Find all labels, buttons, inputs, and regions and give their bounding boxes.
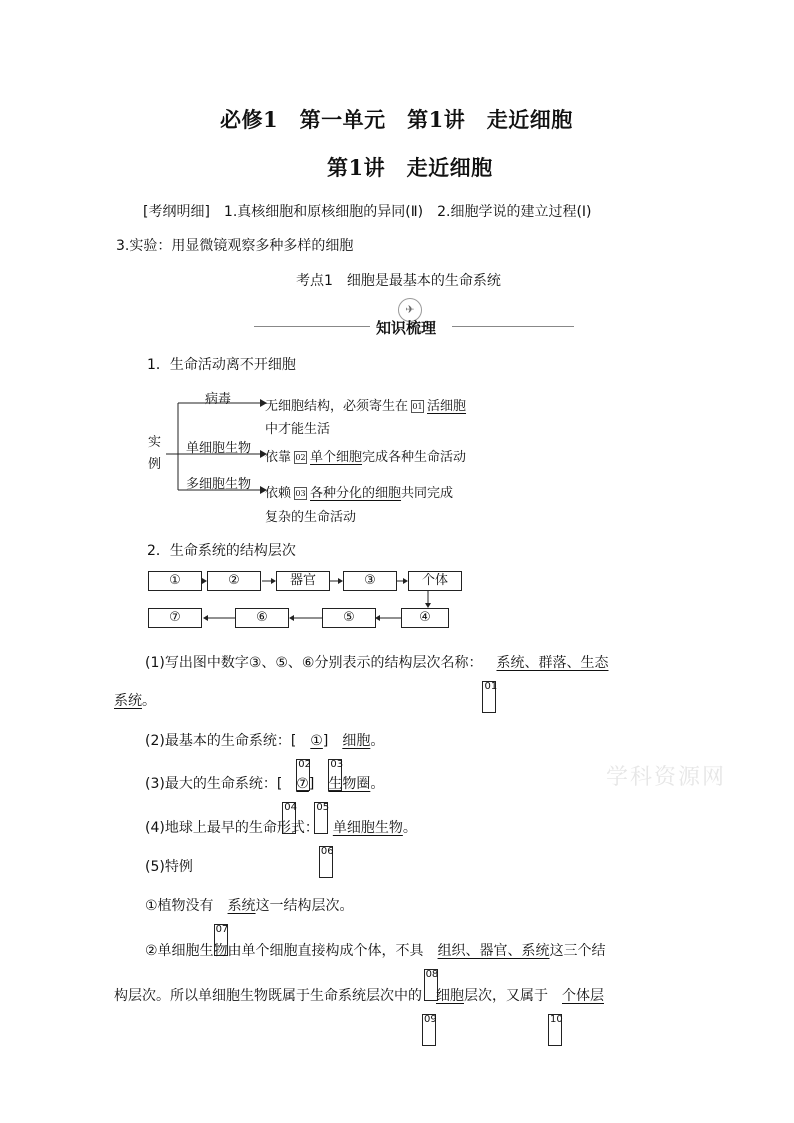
- watermark: 学科资源网: [606, 765, 727, 790]
- flow-node-individual: 个体: [408, 571, 462, 591]
- question-5b: ②单细胞生物由单个细胞直接构成个体，不具08组织、器官、系统这三个结: [145, 940, 606, 1001]
- branch-virus-text: 无细胞结构，必须寄生在 01 活细胞: [265, 399, 467, 414]
- answer-number-box: 02: [295, 453, 306, 462]
- question-5b-line2: 构层次。所以单细胞生物既属于生命系统层次中的09细胞层次，又属于10个体层: [114, 985, 604, 1046]
- answer-number-box: 06: [319, 846, 333, 878]
- answer-number-box: 01: [412, 402, 423, 411]
- flow-node-cell: ①: [148, 571, 202, 591]
- answer-number-box: 04: [282, 802, 296, 834]
- flow-node-organ: 器官: [276, 571, 330, 591]
- answer-number-box: 03: [295, 489, 306, 498]
- flow-node-community: ⑤: [322, 608, 376, 628]
- answer-earliest-life: 单细胞生物: [332, 820, 403, 836]
- flow-node-tissue: ②: [207, 571, 261, 591]
- answer-number-box: 05: [314, 802, 328, 834]
- question-5-label: (5)特例: [145, 859, 193, 875]
- sub-title: 第1讲 走近细胞: [327, 155, 493, 180]
- rocket-icon: ✈: [398, 298, 422, 322]
- answer-number-box: 09: [422, 1014, 436, 1046]
- answer-individual-level: 个体层: [562, 988, 604, 1004]
- answer-number-box: 03: [328, 759, 342, 791]
- question-3: (3)最大的生命系统：[04⑦]05生物圈。: [145, 773, 384, 834]
- branch-label-unicellular: 单细胞生物: [186, 441, 252, 456]
- question-4: (4)地球上最早的生命形式：06单细胞生物。: [145, 817, 417, 878]
- syllabus-line-2: 3.实验：用显微镜观察多种多样的细胞: [116, 238, 354, 254]
- branch-multicellular-text-line2: 复杂的生命活动: [265, 510, 357, 525]
- answer-number-box: 08: [424, 969, 438, 1001]
- branch-label-multicellular: 多细胞生物: [186, 477, 252, 492]
- flow-node-ecosystem: ⑥: [235, 608, 289, 628]
- flow-node-biosphere: ⑦: [148, 608, 202, 628]
- answer-number-box: 02: [296, 759, 310, 791]
- part1-heading: 1．生命活动离不开细胞: [147, 357, 296, 373]
- banner-divider-right: [452, 326, 574, 327]
- branch-unicellular-text: 依靠 02 单个细胞完成各种生命活动: [265, 450, 467, 465]
- answer-single-cell: 单个细胞: [310, 450, 363, 465]
- main-title: 必修1 第一单元 第1讲 走近细胞: [220, 107, 573, 132]
- banner-divider-left: [254, 326, 370, 327]
- answer-cell: 细胞: [342, 733, 371, 749]
- branch-multicellular-text: 依赖 03 各种分化的细胞共同完成: [265, 486, 454, 501]
- syllabus-line-1: [考纲明细] 1.真核细胞和原核细胞的异同(Ⅱ) 2.细胞学说的建立过程(Ⅰ): [143, 204, 592, 220]
- part2-heading: 2．生命系统的结构层次: [147, 543, 296, 559]
- question-5a: ①植物没有07系统这一结构层次。: [145, 895, 354, 956]
- answer-system: 系统: [227, 898, 256, 914]
- flow-node-system: ③: [343, 571, 397, 591]
- section-title: 考点1 细胞是最基本的生命系统: [296, 273, 501, 289]
- answer-levels: 系统、群落、生态: [496, 655, 609, 671]
- answer-cell-level: 细胞: [436, 988, 464, 1004]
- answer-differentiated-cells: 各种分化的细胞: [310, 486, 402, 501]
- question-1-line2: 系统。: [114, 693, 156, 709]
- examples-label: 实例: [148, 435, 162, 472]
- answer-number-box: 10: [548, 1014, 562, 1046]
- flow-node-population: ④: [401, 608, 449, 628]
- branch-virus-text-line2: 中才能生活: [265, 422, 331, 437]
- answer-number-box: 07: [214, 924, 228, 956]
- answer-number-box: 01: [482, 681, 496, 713]
- knowledge-banner: 知识梳理: [376, 319, 437, 337]
- answer-biosphere: 生物圈: [328, 776, 371, 792]
- answer-virus-host: 活细胞: [427, 399, 467, 414]
- flow-arrows: [140, 565, 460, 635]
- branch-label-virus: 病毒: [205, 392, 232, 407]
- answer-missing-levels: 组织、器官、系统: [437, 943, 550, 959]
- question-2: (2)最基本的生命系统：[02①]03细胞。: [145, 730, 384, 791]
- question-1: (1)写出图中数字③、⑤、⑥分别表示的结构层次名称：01系统、群落、生态: [145, 652, 608, 713]
